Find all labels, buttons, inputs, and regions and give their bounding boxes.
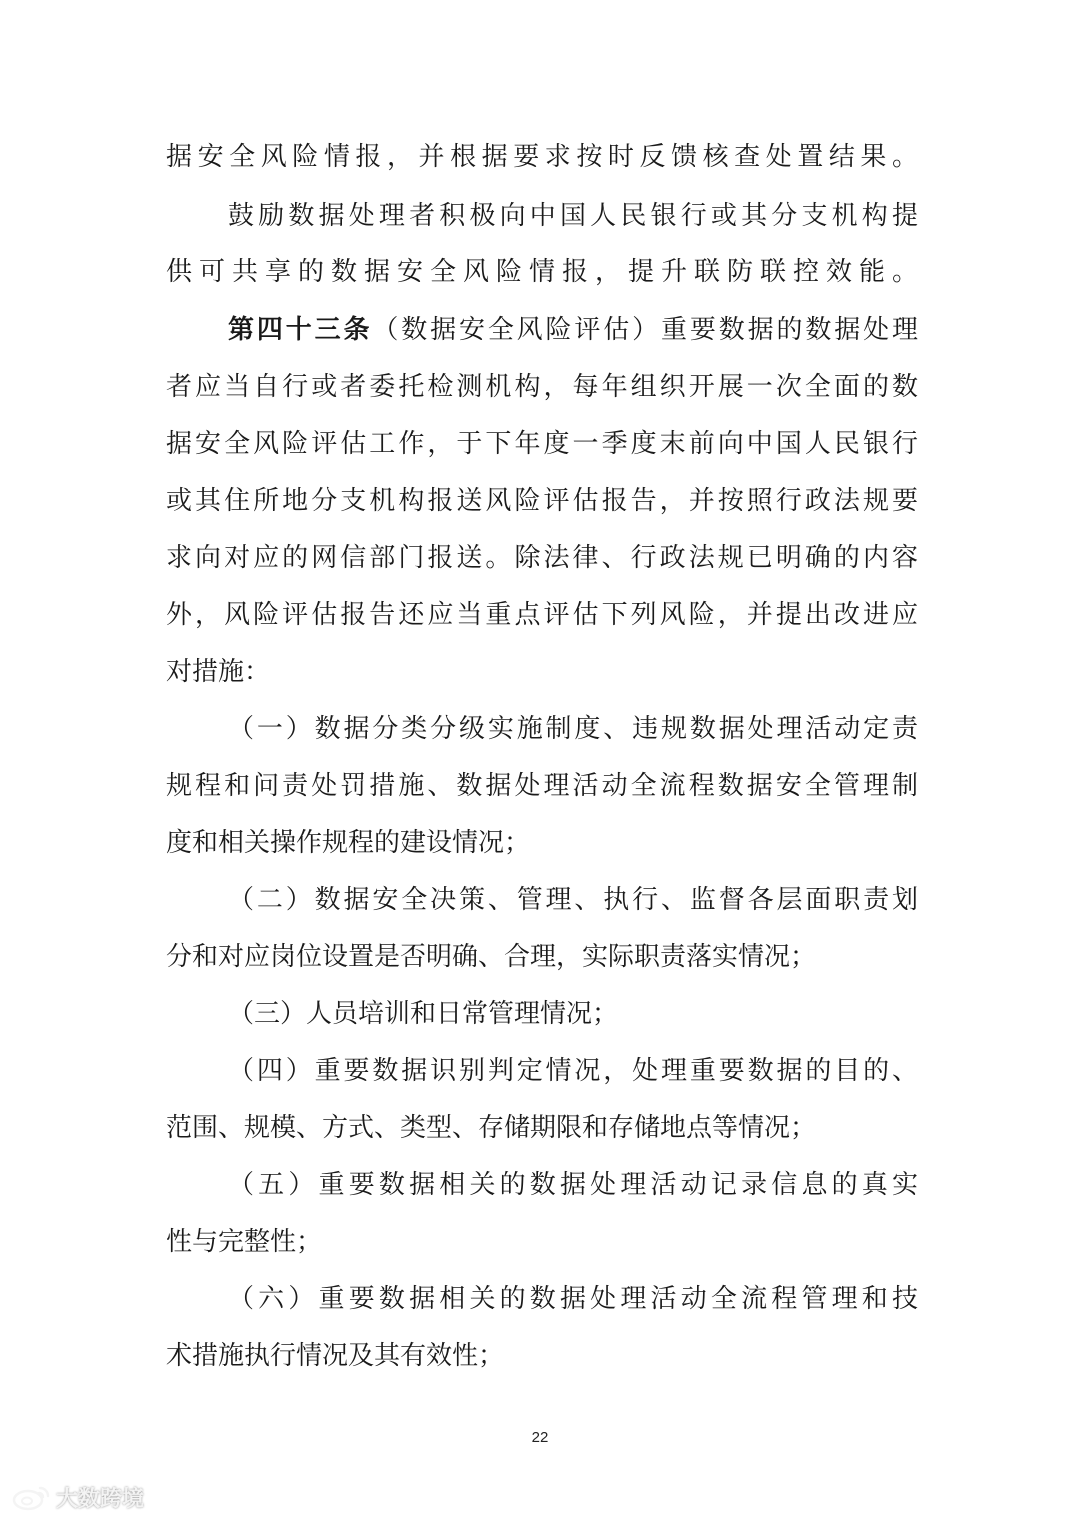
text-line: 供可共享的数据安全风险情报，提升联防联控效能。 <box>166 257 918 287</box>
list-item-line: （五）重要数据相关的数据处理活动记录信息的真实 <box>228 1170 918 1200</box>
weibo-logo-icon <box>12 1482 52 1512</box>
text-line: 对措施： <box>166 657 271 687</box>
text-line: 分和对应岗位设置是否明确、合理，实际职责落实情况； <box>166 942 817 972</box>
watermark-text: 大数跨境 <box>56 1486 145 1512</box>
text-line: 性与完整性； <box>166 1227 323 1257</box>
text-line: 鼓励数据处理者积极向中国人民银行或其分支机构提 <box>228 201 918 231</box>
watermark <box>12 1480 144 1514</box>
text-line: 度和相关操作规程的建设情况； <box>166 828 531 858</box>
text-line: 外，风险评估报告还应当重点评估下列风险，并提出改进应 <box>166 600 918 630</box>
text-line: 规程和问责处罚措施、数据处理活动全流程数据安全管理制 <box>166 771 918 801</box>
list-item-line: （二）数据安全决策、管理、执行、监督各层面职责划 <box>228 885 918 915</box>
text-line: 据安全风险评估工作，于下年度一季度末前向中国人民银行 <box>166 429 918 459</box>
page-number: 22 <box>531 1429 549 1446</box>
text-line: 术措施执行情况及其有效性； <box>166 1341 505 1371</box>
article-number: 第四十三条 <box>228 315 373 345</box>
list-item-line: （四）重要数据识别判定情况，处理重要数据的目的、 <box>228 1056 918 1086</box>
text-line: 者应当自行或者委托检测机构，每年组织开展一次全面的数 <box>166 372 918 402</box>
text-line: 据安全风险情报，并根据要求按时反馈核查处置结果。 <box>166 142 918 172</box>
text-line: 或其住所地分支机构报送风险评估报告，并按照行政法规要 <box>166 486 918 516</box>
text-line: 范围、规模、方式、类型、存储期限和存储地点等情况； <box>166 1113 817 1143</box>
text-line: 求向对应的网信部门报送。除法律、行政法规已明确的内容 <box>166 543 918 573</box>
list-item-line: （三）人员培训和日常管理情况； <box>228 999 619 1029</box>
article-heading-line: 第四十三条（数据安全风险评估）重要数据的数据处理 <box>228 315 918 345</box>
list-item-line: （一）数据分类分级实施制度、违规数据处理活动定责 <box>228 714 918 744</box>
list-item-line: （六）重要数据相关的数据处理活动全流程管理和技 <box>228 1284 918 1314</box>
